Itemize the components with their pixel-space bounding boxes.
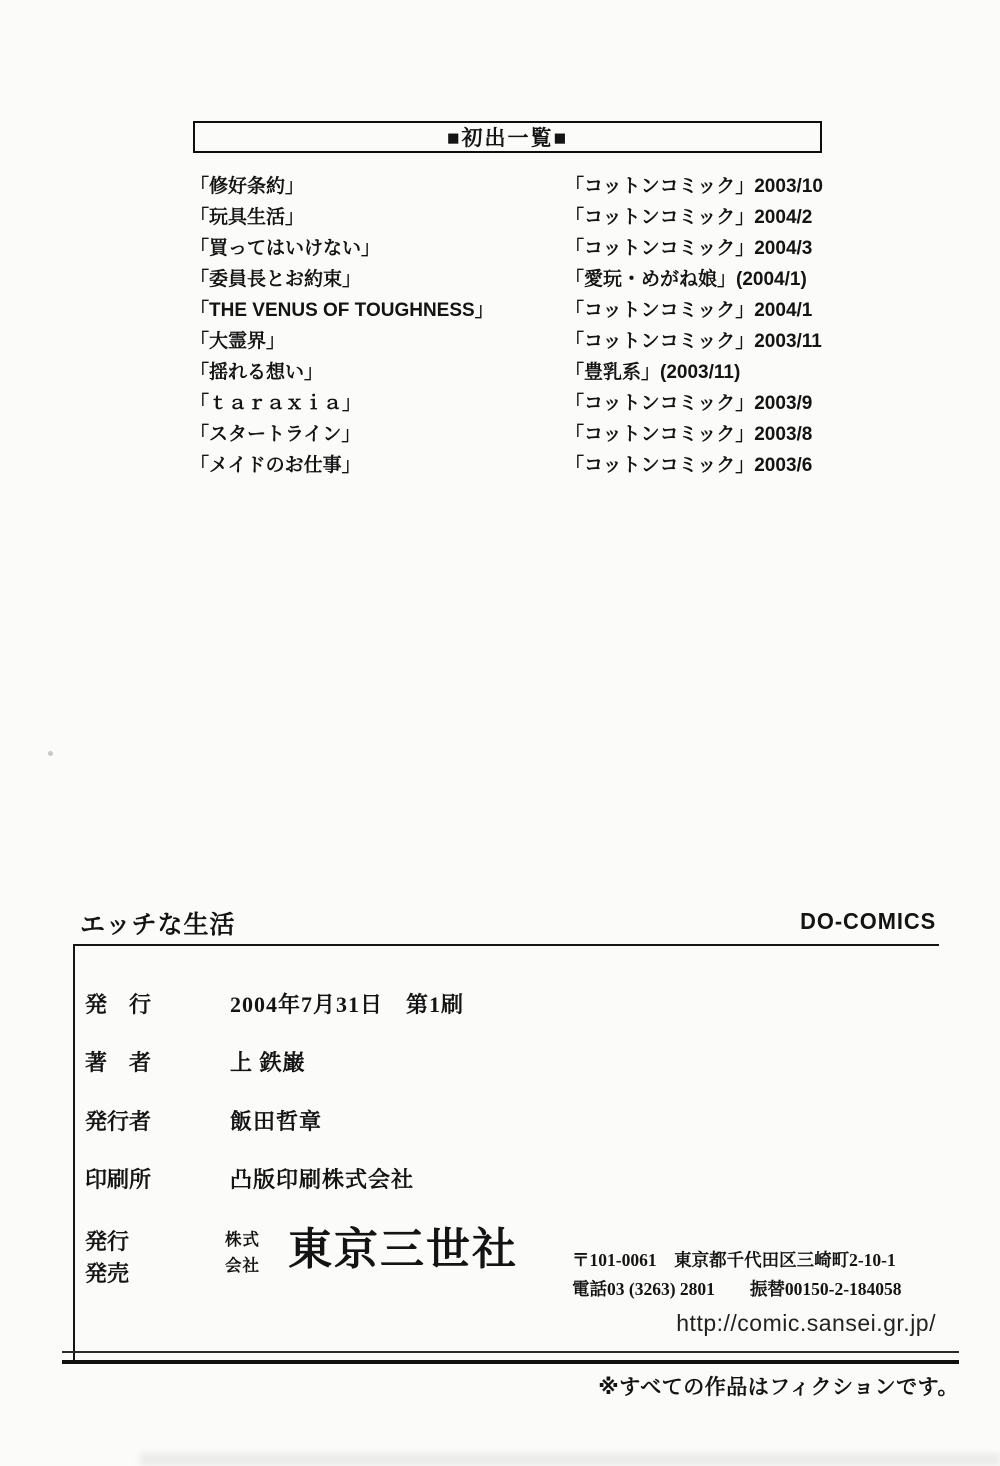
work-title: 「メイドのお仕事」 xyxy=(190,455,361,476)
work-source: 「コットンコミック」2004/2 xyxy=(565,207,813,228)
work-row xyxy=(190,233,870,264)
work-title: 「揺れる想い」 xyxy=(190,362,324,383)
work-row xyxy=(190,357,870,388)
first-publication-title: ■初出一覧■ xyxy=(446,127,569,150)
colophon-row-label: 発行者 xyxy=(85,1108,152,1134)
work-title: 「修好条約」 xyxy=(190,176,305,197)
publisher-phone-line: 電話03 (3263) 2801 振替00150-2-184058 xyxy=(572,1279,902,1299)
imprint-brand: DO-COMICS xyxy=(799,908,936,934)
publisher-corp-line1: 株式 xyxy=(225,1231,260,1249)
work-row xyxy=(190,419,870,450)
publisher-role-line2: 発売 xyxy=(85,1261,130,1286)
work-row xyxy=(190,450,870,481)
work-source: 「コットンコミック」2003/10 xyxy=(565,176,823,197)
book-title: エッチな生活 xyxy=(80,912,236,939)
publisher-postal-address: 〒101-0061 東京都千代田区三崎町2-10-1 xyxy=(572,1250,896,1270)
publisher-corp-prefix xyxy=(225,1227,260,1279)
colophon-row-value: 凸版印刷株式会社 xyxy=(230,1166,415,1192)
colophon-rows xyxy=(85,993,705,1226)
colophon-row xyxy=(85,1168,705,1192)
first-publication-header-box xyxy=(193,121,822,153)
work-row xyxy=(190,388,870,419)
fiction-disclaimer: ※すべての作品はフィクションです。 xyxy=(598,1376,959,1399)
work-title: 「玩具生活」 xyxy=(190,207,305,228)
work-source: 「コットンコミック」2003/9 xyxy=(565,393,813,414)
colophon-row-value: 2004年7月31日 第1刷 xyxy=(230,992,465,1017)
work-row xyxy=(190,171,870,202)
work-title: 「買ってはいけない」 xyxy=(190,238,381,259)
divider-bottom-thin xyxy=(62,1351,959,1353)
publisher-role-line1: 発行 xyxy=(85,1229,130,1254)
works-list xyxy=(190,171,870,481)
colophon-row xyxy=(85,1051,705,1075)
work-title: 「委員長とお約束」 xyxy=(190,269,362,290)
publisher-url: http://comic.sansei.gr.jp/ xyxy=(676,1310,936,1336)
work-row xyxy=(190,202,870,233)
work-row xyxy=(190,295,870,326)
work-source: 「愛玩・めがね娘」(2004/1) xyxy=(565,269,807,290)
work-title: 「スタートライン」 xyxy=(190,424,361,445)
work-source: 「コットンコミック」2003/8 xyxy=(565,424,813,445)
scan-speck xyxy=(48,751,53,756)
publisher-corp-line2: 会社 xyxy=(225,1257,260,1275)
work-source: 「コットンコミック」2004/3 xyxy=(565,238,813,259)
colophon-row-value: 飯田哲章 xyxy=(230,1108,323,1134)
colophon-row xyxy=(85,1110,705,1134)
divider-horizontal-top xyxy=(73,944,939,946)
divider-vertical-left xyxy=(73,944,75,1364)
work-source: 「コットンコミック」2003/11 xyxy=(565,331,822,352)
colophon-row-label: 印刷所 xyxy=(85,1166,152,1192)
page-bleed-shadow xyxy=(140,1453,1000,1466)
publisher-role-label xyxy=(85,1226,129,1290)
publisher-company-name: 東京三世社 xyxy=(288,1225,518,1274)
colophon-row-label: 発 行 xyxy=(85,992,152,1017)
colophon-row-label: 著 者 xyxy=(85,1050,152,1076)
work-title: 「THE VENUS OF TOUGHNESS」 xyxy=(190,300,494,321)
work-row xyxy=(190,264,870,295)
work-row xyxy=(190,326,870,357)
colophon-row xyxy=(85,993,705,1017)
colophon-row-value: 上 鉄巌 xyxy=(230,1050,306,1076)
work-source: 「コットンコミック」2004/1 xyxy=(565,300,813,321)
work-title: 「ｔａｒａｘｉａ」 xyxy=(190,393,362,414)
divider-bottom-thick xyxy=(62,1360,959,1364)
work-title: 「大霊界」 xyxy=(190,331,286,352)
work-source: 「豊乳系」(2003/11) xyxy=(565,362,741,383)
work-source: 「コットンコミック」2003/6 xyxy=(565,455,813,476)
